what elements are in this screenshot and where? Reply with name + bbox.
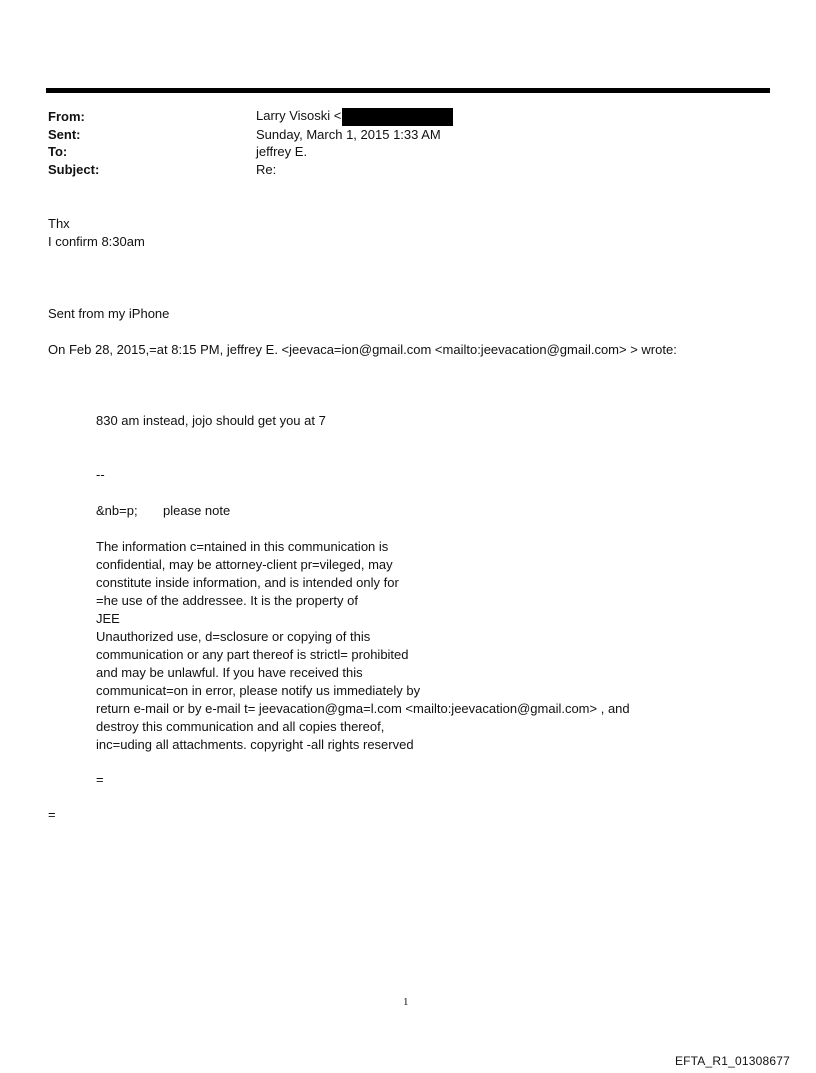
subject-value: Re:	[256, 161, 277, 177]
page-number: 1	[403, 996, 409, 1008]
to-label: To:	[48, 144, 68, 159]
subject-label: Subject:	[48, 161, 100, 177]
to-value: jeffrey E.	[256, 144, 308, 159]
disclaimer-line: communicat=on in error, please notify us immediately by	[96, 683, 421, 698]
from-row	[48, 108, 748, 126]
disclaimer-line: inc=uding all attachments. copyright -all rights reserved	[96, 737, 414, 752]
separator: --	[96, 467, 105, 482]
from-label: From:	[48, 109, 85, 124]
outer-equals: =	[48, 807, 56, 822]
note-text: please note	[163, 503, 231, 518]
disclaimer-line: The information c=ntained in this communication is	[96, 539, 389, 554]
disclaimer-line: destroy this communication and all copies thereof,	[96, 719, 385, 734]
quote-intro: On Feb 28, 2015,=at 8:15 PM, jeffrey E. <jeevaca=ion@gmail.com <mailto:jeevacation@gmail.com> > wrote:	[48, 342, 677, 357]
redaction-box	[342, 108, 453, 126]
reply-line-1: Thx	[48, 216, 70, 231]
sent-row	[48, 126, 748, 144]
disclaimer-line: and may be unlawful. If you have received this	[96, 665, 363, 680]
disclaimer	[96, 538, 630, 754]
disclaimer-line: constitute inside information, and is intended only for	[96, 575, 399, 590]
disclaimer-line: JEE	[96, 611, 120, 626]
reply-line-2: I confirm 8:30am	[48, 234, 145, 249]
disclaimer-line: confidential, may be attorney-client pr=vileged, may	[96, 557, 393, 572]
sent-label: Sent:	[48, 126, 81, 142]
disclaimer-line: communication or any part thereof is strictl= prohibited	[96, 647, 409, 662]
bates-number: EFTA_R1_01308677	[674, 1054, 790, 1068]
from-value	[256, 107, 453, 126]
disclaimer-line: Unauthorized use, d=sclosure or copying of this	[96, 629, 371, 644]
header-rule	[46, 88, 770, 93]
sender-name: Larry Visoski <	[256, 108, 342, 124]
subject-row	[48, 161, 748, 179]
inner-equals: =	[96, 772, 104, 787]
disclaimer-line: =he use of the addressee. It is the property of	[96, 593, 358, 608]
sent-value: Sunday, March 1, 2015 1:33 AM	[256, 126, 441, 142]
to-row	[48, 143, 748, 161]
email-header	[48, 108, 748, 178]
disclaimer-line: return e-mail or by e-mail t= jeevacation@gma=l.com <mailto:jeevacation@gmail.com> , and	[96, 701, 630, 716]
note-prefix: &nb=p;	[96, 503, 138, 518]
quoted-message: 830 am instead, jojo should get you at 7	[96, 413, 326, 428]
signature: Sent from my iPhone	[48, 306, 170, 321]
